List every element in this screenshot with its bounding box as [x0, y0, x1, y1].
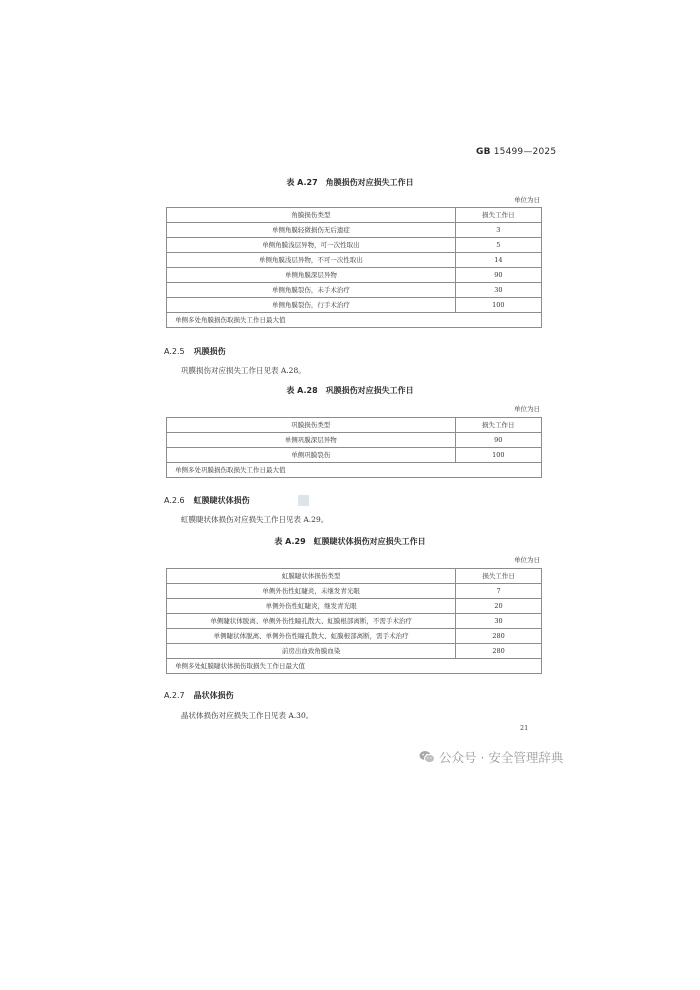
table-a27-unit: 单位为日 [514, 196, 540, 204]
table-row [167, 268, 542, 283]
cell-type: 单侧巩膜深层异物 [167, 433, 456, 448]
cell-type: 单侧睫状体脱离、单侧外伤性瞳孔散大、虹膜根部离断，需手术治疗 [167, 629, 456, 644]
column-header-type: 巩膜损伤类型 [167, 418, 456, 433]
table-a29-title: 表 A.29 虹膜睫状体损伤对应损失工作日 [274, 537, 426, 546]
table-a28-unit: 单位为日 [514, 405, 540, 413]
table-a28-title: 表 A.28 巩膜损伤对应损失工作日 [286, 386, 414, 395]
section-heading-a27 [164, 690, 234, 701]
table-note-row [167, 463, 542, 478]
table-row [167, 644, 542, 659]
table-note: 单侧多处角膜损伤取损失工作日最大值 [167, 313, 542, 328]
table-note-row [167, 313, 542, 328]
section-heading-a26 [164, 495, 250, 506]
table-note: 单侧多处巩膜损伤取损失工作日最大值 [167, 463, 542, 478]
cell-type: 单侧睫状体脱离、单侧外伤性瞳孔散大、虹膜根部离断，不需手术治疗 [167, 614, 456, 629]
cell-type: 单侧角膜深层异物 [167, 268, 456, 283]
table-a27 [166, 207, 542, 328]
cell-days: 100 [455, 298, 541, 313]
table-row [167, 433, 542, 448]
table-a29 [166, 568, 542, 674]
standard-prefix: GB [476, 147, 491, 157]
watermark-text: 公众号 · 安全管理辞典 [439, 750, 564, 765]
table-row [167, 283, 542, 298]
section-title: 虹膜睫状体损伤 [193, 496, 250, 505]
table-row [167, 238, 542, 253]
section-a26-text: 虹膜睫状体损伤对应损失工作日见表 A.29。 [181, 515, 329, 524]
table-header-row [167, 569, 542, 584]
cell-days: 280 [456, 629, 542, 644]
scan-artifact [298, 495, 309, 506]
cell-days: 20 [456, 599, 542, 614]
cell-days: 280 [456, 644, 542, 659]
table-header-row [167, 418, 542, 433]
cell-days: 30 [455, 283, 541, 298]
table-a29-unit: 单位为日 [514, 556, 540, 564]
cell-days: 3 [455, 223, 541, 238]
standard-number: 15499—2025 [493, 147, 557, 157]
table-row [167, 253, 542, 268]
table-row [167, 223, 542, 238]
section-number: A.2.7 [164, 691, 185, 700]
cell-days: 14 [455, 253, 541, 268]
table-row [167, 584, 542, 599]
cell-type: 单侧角膜浅层异物，可一次性取出 [167, 238, 456, 253]
table-header-row [167, 208, 542, 223]
table-row [167, 448, 542, 463]
table-row [167, 298, 542, 313]
cell-type: 单侧角膜轻微损伤无后遗症 [167, 223, 456, 238]
cell-type: 单侧角膜浅层异物，不可一次性取出 [167, 253, 456, 268]
cell-days: 5 [455, 238, 541, 253]
wechat-icon [419, 750, 435, 764]
cell-type: 单侧角膜裂伤，未手术治疗 [167, 283, 456, 298]
section-title: 晶状体损伤 [193, 691, 234, 700]
cell-days: 90 [455, 433, 541, 448]
section-number: A.2.6 [164, 496, 185, 505]
column-header-days: 损失工作日 [455, 418, 541, 433]
section-heading-a25 [164, 346, 226, 357]
watermark [419, 748, 563, 766]
table-note-row [167, 659, 542, 674]
cell-days: 30 [456, 614, 542, 629]
table-note: 单侧多处虹膜睫状体损伤取损失工作日最大值 [167, 659, 542, 674]
section-number: A.2.5 [164, 347, 185, 356]
standard-code [476, 147, 556, 157]
cell-days: 90 [455, 268, 541, 283]
cell-type: 单侧巩膜裂伤 [167, 448, 456, 463]
column-header-days: 损失工作日 [456, 569, 542, 584]
table-a28 [166, 417, 542, 478]
section-a27-text: 晶状体损伤对应损失工作日见表 A.30。 [181, 711, 314, 720]
cell-type: 单侧角膜裂伤，行手术治疗 [167, 298, 456, 313]
table-row [167, 599, 542, 614]
cell-days: 7 [456, 584, 542, 599]
table-row [167, 614, 542, 629]
column-header-days: 损失工作日 [455, 208, 541, 223]
column-header-type: 角膜损伤类型 [167, 208, 456, 223]
table-a27-title: 表 A.27 角膜损伤对应损失工作日 [286, 178, 414, 187]
cell-type: 单侧外伤性虹睫炎，未继发青光眼 [167, 584, 456, 599]
section-title: 巩膜损伤 [193, 347, 226, 356]
column-header-type: 虹膜睫状体损伤类型 [167, 569, 456, 584]
page-number: 21 [520, 724, 529, 732]
cell-type: 单侧外伤性虹睫炎，继发青光眼 [167, 599, 456, 614]
cell-type: 前房出血致角膜血染 [167, 644, 456, 659]
table-row [167, 629, 542, 644]
section-a25-text: 巩膜损伤对应损失工作日见表 A.28。 [181, 366, 306, 375]
cell-days: 100 [455, 448, 541, 463]
